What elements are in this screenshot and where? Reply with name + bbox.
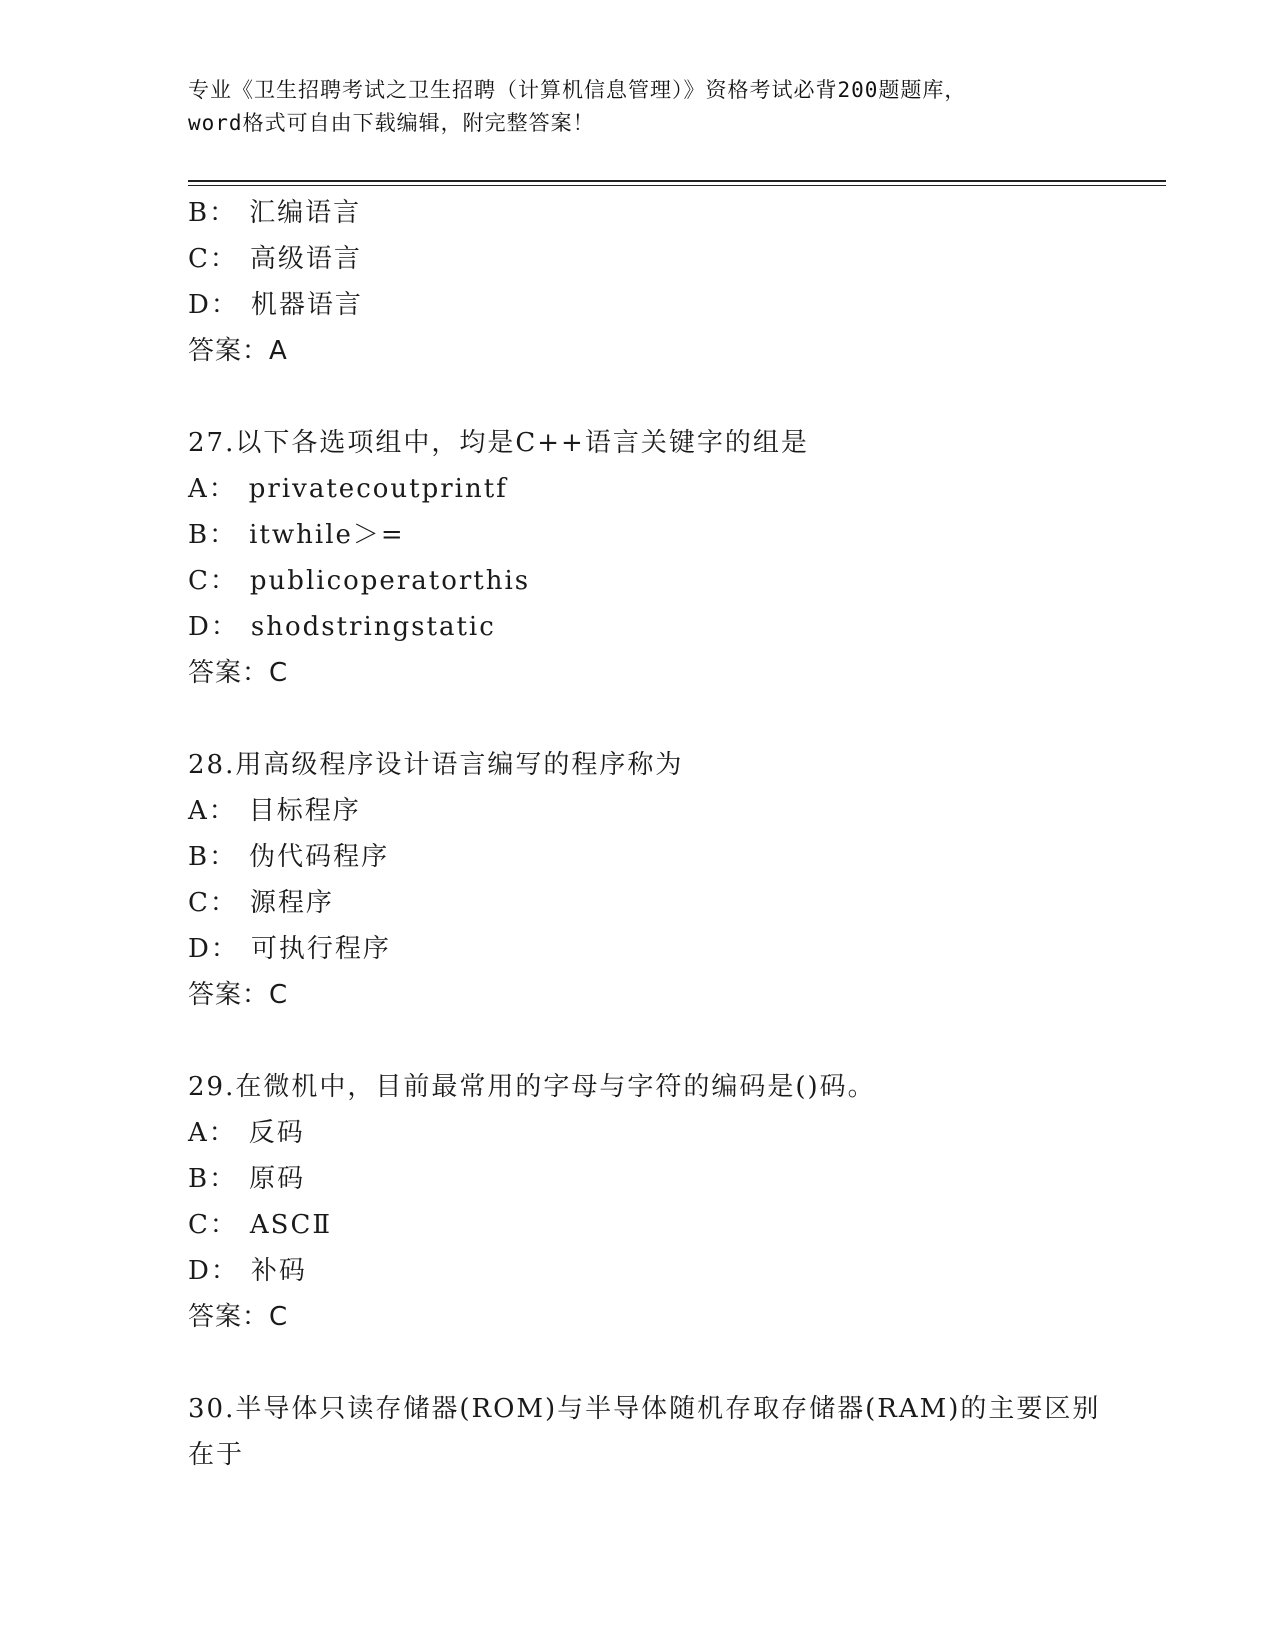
option-c bbox=[188, 880, 1148, 926]
question-stem: 28.用高级程序设计语言编写的程序称为 bbox=[188, 750, 684, 780]
option-text: 补码 bbox=[250, 1256, 307, 1286]
answer-line: 答案：C bbox=[188, 658, 289, 688]
option-letter: D： bbox=[188, 934, 239, 964]
option-text: 反码 bbox=[248, 1118, 305, 1148]
option-a bbox=[188, 1110, 1148, 1156]
answer-line: 答案：C bbox=[188, 980, 289, 1010]
answer-line: 答案：A bbox=[188, 336, 288, 366]
spacer bbox=[188, 696, 1148, 742]
option-text: itwhile＞= bbox=[249, 520, 405, 550]
spacer bbox=[188, 1340, 1148, 1386]
question-block bbox=[188, 1064, 1148, 1340]
question-stem: 29.在微机中，目前最常用的字母与字符的编码是()码。 bbox=[188, 1072, 876, 1102]
question-block bbox=[188, 742, 1148, 1018]
document-body bbox=[188, 190, 1148, 1478]
question-stem: 27.以下各选项组中，均是C++语言关键字的组是 bbox=[188, 428, 809, 458]
header-divider-thin bbox=[188, 185, 1166, 186]
option-text: 机器语言 bbox=[250, 290, 363, 320]
option-letter: A： bbox=[188, 474, 237, 504]
option-c bbox=[188, 558, 1148, 604]
question-stem: 30.半导体只读存储器(ROM)与半导体随机存取存储器(RAM)的主要区别 bbox=[188, 1394, 1101, 1424]
option-c bbox=[188, 236, 1148, 282]
option-letter: D： bbox=[188, 1256, 239, 1286]
option-d bbox=[188, 604, 1148, 650]
option-b bbox=[188, 512, 1148, 558]
option-letter: B： bbox=[188, 198, 238, 228]
spacer bbox=[188, 1018, 1148, 1064]
option-a bbox=[188, 466, 1148, 512]
option-letter: A： bbox=[188, 796, 237, 826]
option-letter: C： bbox=[188, 244, 238, 274]
option-letter: C： bbox=[188, 888, 238, 918]
option-d bbox=[188, 1248, 1148, 1294]
header-line-1: 专业《卫生招聘考试之卫生招聘（计算机信息管理）》资格考试必背200题题库， bbox=[188, 78, 967, 102]
option-letter: C： bbox=[188, 1210, 238, 1240]
option-letter: B： bbox=[188, 842, 238, 872]
option-text: 汇编语言 bbox=[249, 198, 362, 228]
spacer bbox=[188, 374, 1148, 420]
option-text: 可执行程序 bbox=[250, 934, 391, 964]
option-c bbox=[188, 1202, 1148, 1248]
option-text: 伪代码程序 bbox=[249, 842, 390, 872]
option-letter: C： bbox=[188, 566, 238, 596]
option-text: 源程序 bbox=[249, 888, 334, 918]
option-text: 目标程序 bbox=[248, 796, 361, 826]
option-text: privatecoutprintf bbox=[248, 474, 508, 504]
option-a bbox=[188, 788, 1148, 834]
question-block bbox=[188, 190, 1148, 374]
option-text: shodstringstatic bbox=[250, 612, 496, 642]
option-d bbox=[188, 926, 1148, 972]
option-text: 高级语言 bbox=[249, 244, 362, 274]
document-header bbox=[188, 74, 1088, 140]
option-letter: B： bbox=[188, 1164, 238, 1194]
option-d bbox=[188, 282, 1148, 328]
option-b bbox=[188, 190, 1148, 236]
question-stem-continued: 在于 bbox=[188, 1440, 245, 1470]
option-b bbox=[188, 1156, 1148, 1202]
option-text: publicoperatorthis bbox=[249, 566, 531, 596]
option-b bbox=[188, 834, 1148, 880]
option-letter: B： bbox=[188, 520, 238, 550]
question-block bbox=[188, 420, 1148, 696]
answer-line: 答案：C bbox=[188, 1302, 289, 1332]
option-text: ASCⅡ bbox=[249, 1210, 333, 1240]
option-letter: D： bbox=[188, 290, 239, 320]
option-text: 原码 bbox=[249, 1164, 306, 1194]
header-line-2: word格式可自由下载编辑，附完整答案！ bbox=[188, 111, 595, 135]
option-letter: D： bbox=[188, 612, 239, 642]
question-block bbox=[188, 1386, 1148, 1478]
header-divider-thick bbox=[188, 180, 1166, 182]
option-letter: A： bbox=[188, 1118, 237, 1148]
